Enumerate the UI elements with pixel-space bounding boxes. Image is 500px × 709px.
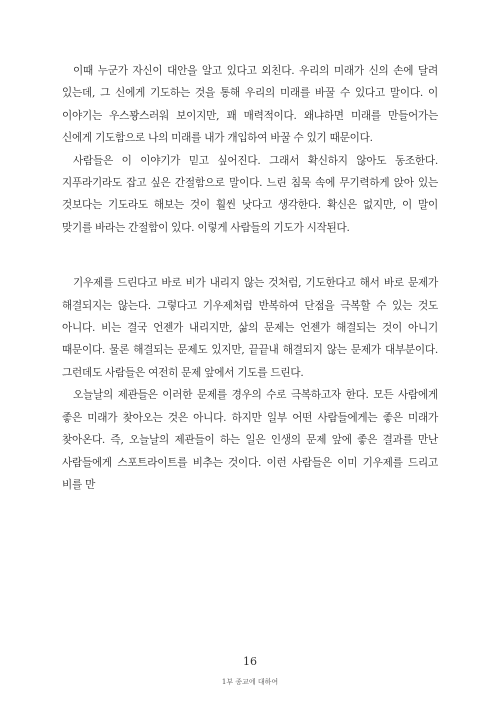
body-paragraph-4: 오늘날의 제관들은 이러한 문제를 경우의 수로 극복하고자 한다. 모든 사람에게 좋은 미래가 찾아오는 것은 아니다. 하지만 일부 어떤 사람들에게는 좋은 미래가 찾아온다. 즉, 오늘날의 제관들이 하는 일은 인생의 문제 앞에 좋은 결과를 만난 사람들에게 스포트라이트를 비추는 것이다. 이런 사람들은 이미 기우제를 드리고 비를 만 <box>62 389 438 491</box>
body-paragraph-2: 사람들은 이 이야기가 믿고 싶어진다. 그래서 확신하지 않아도 동조한다. 지푸라기라도 잡고 싶은 간절함으로 말이다. 느린 침묵 속에 무기력하게 앉아 있는 것보다는 기도라도 해보는 것이 훨씬 낫다고 생각한다. 확신은 없지만, 이 말이 맞기를 바라는 간절함이 있다. 이렇게 사람들의 기도가 시작된다. <box>62 154 438 234</box>
page-body <box>62 60 438 496</box>
body-paragraph-3: 기우제를 드린다고 바로 비가 내리지 않는 것처럼, 기도한다고 해서 바로 문제가 해결되지는 않는다. 그렇다고 기우제처럼 반복하여 단점을 극복할 수 있는 것도 아니다. 비는 결국 언젠가 내리지만, 삶의 문제는 언젠가 해결되는 것이 아니기 때문이다. 물론 해결되는 문제도 있지만, 끝끝내 해결되지 않는 문제가 대부분이다. 그런데도 사람들은 여전히 문제 앞에서 기도를 드린다. <box>62 277 438 379</box>
section-break <box>62 239 438 272</box>
page-number: 16 <box>243 655 257 668</box>
body-paragraph-1: 이때 누군가 자신이 대안을 알고 있다고 외친다. 우리의 미래가 신의 손에 달려 있는데, 그 신에게 기도하는 것을 통해 우리의 미래를 바꿀 수 있다고 말이다. 이 이야기는 우스꽝스러워 보이지만, 꽤 매력적이다. 왜냐하면 미래를 만들어가는 신에게 기도함으로 나의 미래를 내가 개입하여 바꿀 수 있기 때문이다. <box>62 65 438 145</box>
running-footer-title: 1부 종교에 대하여 <box>221 678 279 686</box>
